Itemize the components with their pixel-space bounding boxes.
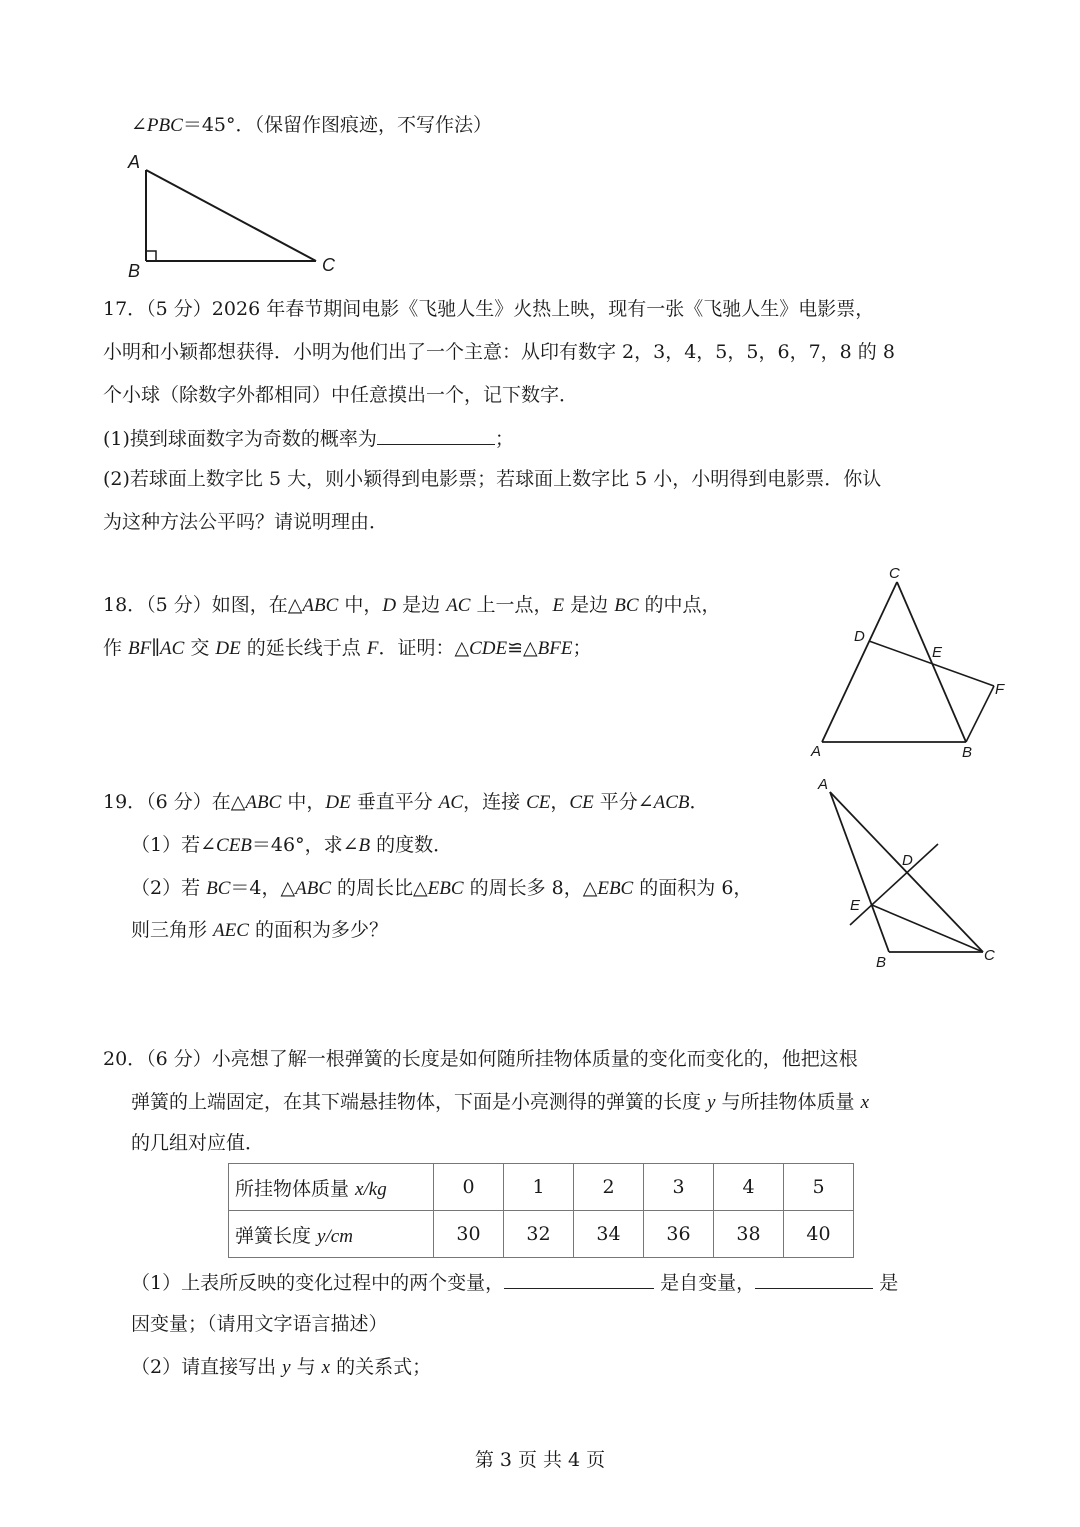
q18-v: CDE xyxy=(469,638,508,659)
q20-line1: 20．（6 分）小亮想了解一根弹簧的长度是如何随所挂物体质量的变化而变化的，他把这根 xyxy=(103,1048,858,1070)
q19-t: ＝4，△ xyxy=(230,877,296,899)
table-row xyxy=(229,1211,854,1258)
q19-part1 xyxy=(131,833,452,858)
q19-t: 的周长比△ xyxy=(331,877,428,899)
table-row xyxy=(229,1164,854,1211)
table-row-label-mass xyxy=(229,1164,434,1211)
table-cell: 1 xyxy=(504,1164,574,1211)
q19-t: ，连接 xyxy=(463,791,527,813)
q18-v: DE xyxy=(215,638,241,659)
table-cell: 3 xyxy=(644,1164,714,1211)
q20-part1-mid: 是自变量， xyxy=(660,1272,756,1294)
q18-t: 的延长线于点 xyxy=(240,637,367,659)
q19-t: 的度数． xyxy=(370,834,453,856)
q19-t: ＝46°，求∠ xyxy=(251,834,359,856)
q18-v: D xyxy=(382,595,397,616)
q16-label-a: A xyxy=(128,152,141,172)
q18-v: ABC xyxy=(302,595,339,616)
q20-part1-line1 xyxy=(131,1270,898,1295)
q19-v: ABC xyxy=(245,792,282,813)
q16-label-c: C xyxy=(322,255,335,275)
q20-t: （2）请直接写出 xyxy=(131,1356,283,1378)
q19-v: BC xyxy=(206,878,231,899)
q16-label-b: B xyxy=(128,261,141,281)
q17-part1-end: ； xyxy=(494,428,514,450)
table-cell: 40 xyxy=(784,1211,854,1258)
spring-data-table xyxy=(228,1163,854,1258)
q20-v: x xyxy=(860,1092,870,1113)
q19-t: 的周长多 8，△ xyxy=(463,877,598,899)
q19-label-a: A xyxy=(818,776,829,793)
q20-t: 弹簧的上端固定，在其下端悬挂物体，下面是小亮测得的弹簧的长度 xyxy=(131,1091,708,1113)
table-row-label-length xyxy=(229,1211,434,1258)
q19-v: AEC xyxy=(213,920,249,941)
table-cell: 5 xyxy=(784,1164,854,1211)
q18-t: 中， xyxy=(338,594,383,616)
q18-label-a: A xyxy=(811,743,822,760)
q19-v: ABC xyxy=(295,878,332,899)
q20-v: y xyxy=(282,1357,291,1378)
q20-v: y xyxy=(707,1092,716,1113)
q18-t: ； xyxy=(572,637,592,659)
q19-t: 的面积为多少？ xyxy=(248,919,388,941)
q19-label-b: B xyxy=(876,954,887,971)
q19-t: 的面积为 6， xyxy=(633,877,753,899)
q19-v: CEB xyxy=(216,835,252,856)
q16-tail-line xyxy=(131,113,492,138)
q19-t: 平分∠ xyxy=(593,791,654,813)
q16-triangle-figure xyxy=(120,150,360,285)
table-cell: 2 xyxy=(574,1164,644,1211)
q19-label-d: D xyxy=(902,852,913,869)
q17-line3: 个小球（除数字外都相同）中任意摸出一个，记下数字． xyxy=(103,384,579,406)
q19-v: ACB xyxy=(653,792,690,813)
q16-angle: ∠PBC xyxy=(131,115,183,136)
q19-t: （2）若 xyxy=(131,877,207,899)
q18-t: 上一点， xyxy=(470,594,553,616)
q18-t: 18．（5 分）如图，在△ xyxy=(103,594,303,616)
label-text: 所挂物体质量 xyxy=(235,1177,356,1200)
q19-side-ab xyxy=(830,792,889,952)
q20-line2 xyxy=(131,1090,869,1115)
q18-label-d: D xyxy=(854,628,865,645)
q18-side-ca xyxy=(822,582,897,742)
q19-label-c: C xyxy=(984,947,995,964)
table-cell: 30 xyxy=(434,1211,504,1258)
q18-t: ≌△ xyxy=(507,637,538,659)
q19-label-e: E xyxy=(850,897,861,914)
q18-v: BF xyxy=(128,638,152,659)
q19-v: EBC xyxy=(427,878,464,899)
q16-right-angle-mark xyxy=(146,251,156,261)
q17-answer-blank[interactable] xyxy=(377,426,495,445)
q18-label-e: E xyxy=(932,644,943,661)
q17-part1 xyxy=(103,426,514,451)
q19-segment-ce xyxy=(872,905,983,952)
table-cell: 32 xyxy=(504,1211,574,1258)
q19-t: 19．（6 分）在△ xyxy=(103,791,246,813)
q19-t: （1）若∠ xyxy=(131,834,217,856)
q19-v: AC xyxy=(438,792,464,813)
q20-t: 与 xyxy=(290,1356,322,1378)
q20-v: x xyxy=(321,1357,331,1378)
q17-part2-line1: (2)若球面上数字比 5 大，则小颖得到电影票；若球面上数字比 5 小，小明得到电影票．你认 xyxy=(103,468,882,490)
q18-v: F xyxy=(366,638,379,659)
q19-part2-line1 xyxy=(131,876,752,901)
q18-v: BC xyxy=(614,595,639,616)
q19-t: 中， xyxy=(281,791,326,813)
q20-part1-text: （1）上表所反映的变化过程中的两个变量， xyxy=(131,1272,505,1294)
q19-v: CE xyxy=(526,792,551,813)
q20-dependent-blank[interactable] xyxy=(755,1270,873,1289)
table-cell: 0 xyxy=(434,1164,504,1211)
q18-segment-bf xyxy=(966,686,994,742)
q18-t: ．证明：△ xyxy=(378,637,470,659)
q18-v: E xyxy=(552,595,565,616)
table-cell: 34 xyxy=(574,1211,644,1258)
q18-t: 作 xyxy=(103,637,129,659)
q20-part1-line2: 因变量；（请用文字语言描述） xyxy=(131,1313,388,1335)
q19-t: 则三角形 xyxy=(131,919,214,941)
label-text: 弹簧长度 xyxy=(235,1224,318,1247)
q18-label-b: B xyxy=(962,744,973,761)
q19-t: 垂直平分 xyxy=(350,791,439,813)
q19-part2-line2 xyxy=(131,918,388,943)
q18-t: 的中点， xyxy=(638,594,721,616)
page-footer: 第 3 页 共 4 页 xyxy=(474,1449,606,1471)
q18-v: AC xyxy=(446,595,471,616)
q19-v: DE xyxy=(325,792,351,813)
q19-line1 xyxy=(103,790,709,815)
q19-v: B xyxy=(358,835,371,856)
q20-line3: 的几组对应值． xyxy=(131,1132,265,1154)
q18-label-c: C xyxy=(889,565,900,582)
table-cell: 4 xyxy=(714,1164,784,1211)
q19-t: ． xyxy=(689,791,709,813)
q18-v: BFE xyxy=(537,638,573,659)
label-unit: x/kg xyxy=(355,1178,387,1200)
q19-t: ， xyxy=(550,791,570,813)
q17-line2: 小明和小颖都想获得．小明为他们出了一个主意：从印有数字 2，3，4，5，5，6，7，8 的 8 xyxy=(103,341,895,363)
q18-triangle-figure xyxy=(800,560,1020,765)
q17-line1: 17．（5 分）2026 年春节期间电影《飞驰人生》火热上映，现有一张《飞驰人生》电影票， xyxy=(103,298,875,320)
q18-t: ∥ xyxy=(151,637,161,659)
q16-side-ac xyxy=(146,170,316,261)
q17-part2-line2: 为这种方法公平吗？请说明理由． xyxy=(103,511,389,533)
q20-t: 与所挂物体质量 xyxy=(715,1091,861,1113)
q18-line1 xyxy=(103,593,721,618)
q20-t: 的关系式； xyxy=(330,1356,432,1378)
q20-part2 xyxy=(131,1355,431,1380)
q17-part1-text: (1)摸到球面数字为奇数的概率为 xyxy=(103,428,377,450)
table-cell: 36 xyxy=(644,1211,714,1258)
q18-line2 xyxy=(103,636,591,661)
q18-t: 交 xyxy=(184,637,216,659)
q19-v: EBC xyxy=(597,878,634,899)
q19-v: CE xyxy=(569,792,594,813)
q20-independent-blank[interactable] xyxy=(504,1270,654,1289)
q18-v: AC xyxy=(160,638,185,659)
q20-part1-end: 是 xyxy=(879,1272,899,1294)
q18-t: 是边 xyxy=(564,594,615,616)
label-unit: y/cm xyxy=(317,1225,353,1247)
q19-triangle-figure xyxy=(810,770,1020,970)
q18-label-f: F xyxy=(995,681,1005,698)
q18-side-cb xyxy=(897,582,966,742)
table-cell: 38 xyxy=(714,1211,784,1258)
q16-tail-text: ＝45°．（保留作图痕迹，不写作法） xyxy=(182,114,492,136)
q18-t: 是边 xyxy=(396,594,447,616)
